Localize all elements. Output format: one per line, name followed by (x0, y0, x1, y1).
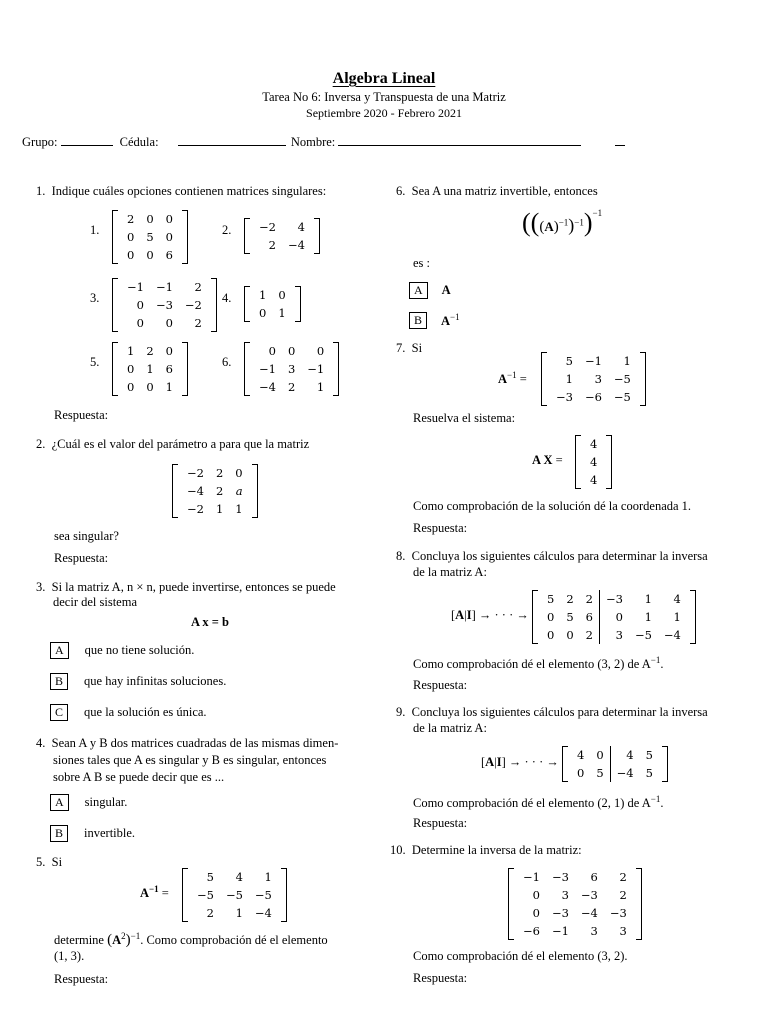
matrix-cell: 0 (566, 628, 574, 642)
q1-matrix-5 (112, 342, 188, 396)
matrix-cell: 1 (235, 502, 243, 516)
matrix-cell: −1 (523, 870, 540, 884)
matrix-cell: 2 (287, 380, 296, 394)
matrix-cell: −2 (187, 466, 204, 480)
matrix-cell: 0 (146, 212, 154, 226)
q7-solve: Resuelva el sistema: (413, 411, 516, 425)
matrix-cell: 1 (146, 362, 154, 376)
q7-lhs: $A^{-1}$ = (498, 370, 527, 387)
matrix-cell: 4 (577, 748, 585, 762)
matrix-cell: −5 (197, 888, 214, 902)
q4-option-a[interactable]: A singular. (50, 794, 127, 811)
matrix-row (253, 286, 292, 304)
matrix-cell: −1 (551, 924, 569, 938)
q9-check: Como comprobación dé el elemento (2, 1) de $A^{-1}$. (413, 794, 664, 811)
matrix-cell: −4 (254, 906, 272, 920)
q1-option-4: 4. (222, 291, 232, 305)
matrix-row (517, 886, 633, 904)
matrix-cell: 5 (547, 592, 555, 606)
matrix-cell: −6 (584, 390, 602, 404)
q1-answer-label: Respuesta: (54, 408, 109, 422)
matrix-row (191, 904, 278, 922)
matrix-cell: 0 (146, 248, 154, 262)
matrix-row (181, 500, 249, 518)
matrix-cell: 0 (127, 380, 135, 394)
matrix-cell: 2 (580, 626, 600, 644)
matrix-cell: 2 (619, 870, 627, 884)
q10-check: Como comprobación dé el elemento (3, 2). (413, 949, 628, 963)
term-label: Septiembre 2020 - Febrero 2021 (306, 106, 462, 120)
cedula-field[interactable] (178, 135, 286, 146)
matrix-row (541, 608, 687, 626)
matrix-cell: −5 (634, 628, 652, 642)
matrix-row (121, 360, 179, 378)
q9-lhs: [A|I] → · · · → (481, 755, 559, 769)
matrix-cell: 6 (580, 608, 600, 626)
q1-matrix-2 (244, 218, 320, 254)
matrix-cell: 0 (136, 316, 144, 330)
matrix-cell: 3 (594, 372, 602, 386)
matrix-cell: 0 (615, 610, 623, 624)
matrix-row (191, 868, 278, 886)
matrix-cell: 4 (590, 473, 598, 487)
q9-answer-label: Respuesta: (413, 816, 468, 830)
option-a-box[interactable]: A (50, 794, 69, 811)
matrix-table (191, 868, 278, 922)
matrix-cell: 3 (619, 924, 627, 938)
nombre-field[interactable] (338, 135, 581, 146)
matrix-cell: 4 (673, 592, 681, 606)
q6-expression: $(((A)^{-1})^{-1})^{-1}$ (522, 207, 603, 237)
q1-matrix-4 (244, 286, 301, 322)
q9-matrix (562, 746, 668, 782)
matrix-table (541, 590, 687, 644)
matrix-cell: −2 (187, 502, 204, 516)
matrix-cell: 5 (645, 766, 653, 780)
extra-field[interactable] (615, 135, 625, 146)
matrix-cell: 0 (165, 230, 173, 244)
q2-matrix (172, 464, 258, 518)
matrix-cell: 0 (590, 746, 610, 764)
option-b-box[interactable]: B (409, 312, 427, 329)
q4-option-b[interactable]: B invertible. (50, 825, 135, 842)
grupo-field[interactable] (61, 135, 113, 146)
q7-check: Como comprobación de la solución dé la coordenada 1. (413, 499, 692, 513)
q3-option-b[interactable]: B que hay infinitas soluciones. (50, 673, 226, 690)
matrix-row (584, 471, 603, 489)
matrix-cell: 0 (165, 316, 173, 330)
q5-answer-label: Respuesta: (54, 972, 109, 986)
q3-option-c[interactable]: C que la solución es única. (50, 704, 207, 721)
grupo-label: Grupo: (22, 135, 58, 149)
matrix-cell: −1 (307, 362, 325, 376)
matrix-cell: −1 (259, 362, 276, 376)
matrix-row (253, 378, 330, 396)
matrix-cell: 3 (590, 924, 598, 938)
matrix-table (181, 464, 249, 518)
q6-prompt: 6. Sea A una matriz invertible, entonces (396, 184, 598, 198)
matrix-cell: 0 (532, 888, 540, 902)
q7-system: A X = (532, 453, 563, 467)
matrix-row (121, 246, 179, 264)
nombre-label: Nombre: (290, 135, 336, 149)
matrix-table (517, 868, 633, 940)
q1-matrix-3 (112, 278, 217, 332)
matrix-cell: 2 (580, 590, 600, 608)
page-subtitle: Tarea No 6: Inversa y Transpuesta de una Matriz (262, 90, 506, 104)
matrix-cell: 2 (194, 316, 202, 330)
q10-matrix (508, 868, 642, 940)
matrix-row (584, 435, 603, 453)
matrix-cell: 5 (590, 764, 610, 782)
q1-option-6: 6. (222, 355, 232, 369)
matrix-cell: 2 (566, 592, 574, 606)
matrix-cell: 6 (165, 362, 173, 376)
matrix-cell: −1 (584, 354, 602, 368)
matrix-cell: a (235, 484, 243, 498)
matrix-row (584, 453, 603, 471)
matrix-cell: 1 (165, 380, 173, 394)
matrix-cell: 0 (259, 306, 267, 320)
matrix-cell: 0 (165, 212, 173, 226)
q3-prompt: 3. Si la matriz A, n × n, puede invertirse, entonces se puede decir del sistema (36, 580, 336, 609)
matrix-cell: 2 (619, 888, 627, 902)
option-c-box[interactable]: C (50, 704, 68, 721)
matrix-cell: 1 (565, 372, 573, 386)
matrix-cell: 5 (645, 748, 653, 762)
q8-lhs: [A|I] → · · · → (451, 608, 529, 622)
cedula-label: Cédula: (119, 135, 159, 149)
q9-prompt: 9. Concluya los siguientes cálculos para determinar la inversa de la matriz A: (396, 705, 708, 735)
matrix-table (571, 746, 659, 782)
matrix-cell: −5 (613, 372, 631, 386)
q1-option-1: 1. (90, 223, 100, 237)
matrix-cell: 1 (235, 906, 243, 920)
matrix-cell: 2 (215, 484, 224, 498)
matrix-cell: 0 (577, 766, 585, 780)
option-b-box[interactable]: B (50, 825, 68, 842)
matrix-cell: 4 (297, 220, 305, 234)
matrix-cell: 4 (590, 455, 598, 469)
matrix-row (121, 296, 208, 314)
page-title: Algebra Lineal (332, 70, 436, 87)
matrix-row (517, 868, 633, 886)
q10-prompt: 10. Determine la inversa de la matriz: (390, 843, 582, 857)
matrix-table (121, 278, 208, 332)
matrix-cell: −5 (254, 888, 272, 902)
matrix-row (550, 352, 637, 370)
matrix-row (121, 278, 208, 296)
matrix-cell: 5 (146, 230, 154, 244)
option-a-box[interactable]: A (409, 282, 428, 299)
matrix-cell: −4 (616, 766, 634, 780)
matrix-cell: 2 (127, 212, 135, 226)
matrix-cell: 1 (623, 354, 631, 368)
matrix-cell: −4 (287, 238, 305, 252)
matrix-cell: 3 (615, 628, 623, 642)
matrix-cell: −3 (551, 870, 569, 884)
matrix-cell: 0 (146, 380, 154, 394)
matrix-cell: 0 (532, 906, 540, 920)
matrix-row (517, 904, 633, 922)
matrix-cell: 0 (287, 344, 296, 358)
matrix-cell: −3 (609, 906, 627, 920)
matrix-row (541, 590, 687, 608)
q7-rhs (575, 435, 612, 489)
matrix-row (181, 482, 249, 500)
matrix-table (121, 342, 179, 396)
option-a-box[interactable]: A (50, 642, 69, 659)
matrix-cell: 4 (626, 748, 634, 762)
matrix-cell: 1 (316, 380, 325, 394)
matrix-cell: 1 (215, 502, 224, 516)
matrix-cell: 0 (316, 344, 325, 358)
matrix-table (584, 435, 603, 489)
matrix-cell: 0 (235, 466, 243, 480)
matrix-cell: −4 (259, 380, 276, 394)
q3-option-a[interactable]: A que no tiene solución. (50, 642, 194, 659)
matrix-cell: 1 (259, 288, 267, 302)
matrix-cell: −3 (556, 390, 573, 404)
matrix-table (253, 286, 292, 322)
q8-answer-label: Respuesta: (413, 678, 468, 692)
matrix-cell: 2 (146, 344, 154, 358)
matrix-row (121, 378, 179, 396)
matrix-row (121, 210, 179, 228)
matrix-cell: −6 (523, 924, 540, 938)
matrix-cell: −3 (605, 592, 623, 606)
matrix-cell: 6 (165, 248, 173, 262)
q1-prompt: 1. Indique cuáles opciones contienen matrices singulares: (36, 184, 327, 198)
matrix-cell: 0 (165, 344, 173, 358)
matrix-cell: −5 (613, 390, 631, 404)
q8-check: Como comprobación dé el elemento (3, 2) de $A^{-1}$. (413, 655, 664, 672)
matrix-table (121, 210, 179, 264)
matrix-cell: −1 (127, 280, 144, 294)
matrix-cell: −2 (259, 220, 276, 234)
matrix-cell: 0 (136, 298, 144, 312)
q1-matrix-6 (244, 342, 339, 396)
matrix-cell: −4 (663, 628, 681, 642)
matrix-row (253, 342, 330, 360)
q2-prompt: 2. ¿Cuál es el valor del parámetro a para que la matriz (36, 437, 310, 451)
matrix-cell: 1 (644, 610, 652, 624)
matrix-row (253, 218, 311, 236)
matrix-cell: 5 (566, 610, 574, 624)
q1-option-3: 3. (90, 291, 100, 305)
matrix-cell: 0 (268, 344, 276, 358)
matrix-cell: 0 (127, 362, 135, 376)
matrix-cell: 1 (673, 610, 681, 624)
matrix-row (181, 464, 249, 482)
matrix-cell: 1 (127, 344, 135, 358)
matrix-cell: 0 (547, 628, 555, 642)
matrix-cell: −1 (155, 280, 173, 294)
matrix-cell: 2 (268, 238, 276, 252)
matrix-row (571, 746, 659, 764)
q5-lhs: $A^{-1}$ = (140, 884, 169, 901)
q5-matrix (182, 868, 287, 922)
q2-answer-label: Respuesta: (54, 551, 109, 565)
q5-prompt: 5. Si (36, 855, 63, 869)
matrix-cell: −2 (184, 298, 202, 312)
matrix-row (253, 360, 330, 378)
matrix-cell: 4 (590, 437, 598, 451)
q6-option-b[interactable]: B $A^{-1}$ (409, 312, 460, 329)
q7-prompt: 7. Si (396, 341, 423, 355)
q6-option-a[interactable]: A A (409, 282, 451, 299)
q7-matrix (541, 352, 646, 406)
matrix-row (550, 388, 637, 406)
matrix-cell: −3 (551, 906, 569, 920)
matrix-cell: 1 (644, 592, 652, 606)
matrix-row (253, 236, 311, 254)
matrix-cell: 3 (561, 888, 569, 902)
matrix-row (121, 314, 208, 332)
q8-matrix (532, 590, 696, 644)
matrix-table (253, 218, 311, 254)
matrix-cell: 2 (206, 906, 214, 920)
q3-equation: A x = b (190, 615, 230, 629)
matrix-row (121, 342, 179, 360)
matrix-cell: 1 (278, 306, 286, 320)
matrix-cell: 3 (287, 362, 296, 376)
matrix-table (253, 342, 330, 396)
matrix-cell: 6 (590, 870, 598, 884)
q7-answer-label: Respuesta: (413, 521, 468, 535)
option-b-box[interactable]: B (50, 673, 68, 690)
matrix-cell: 0 (127, 230, 135, 244)
q10-answer-label: Respuesta: (413, 971, 468, 985)
matrix-row (121, 228, 179, 246)
q1-matrix-1 (112, 210, 188, 264)
matrix-row (571, 764, 659, 782)
matrix-cell: −4 (187, 484, 204, 498)
matrix-cell: 0 (278, 288, 286, 302)
matrix-cell: 0 (547, 610, 555, 624)
matrix-cell: −3 (580, 888, 598, 902)
matrix-row (517, 922, 633, 940)
info-fields (22, 135, 625, 150)
matrix-row (541, 626, 687, 644)
matrix-cell: 2 (194, 280, 202, 294)
q6-es: es : (413, 256, 431, 270)
q1-option-2: 2. (222, 223, 232, 237)
q4-prompt: 4. Sean A y B dos matrices cuadradas de las mismas dimen- siones tales que A es singular y B es singular, entonces sobre A B se puede decir que es ... (36, 736, 339, 784)
matrix-cell: 4 (235, 870, 243, 884)
matrix-cell: 5 (206, 870, 214, 884)
matrix-cell: −5 (225, 888, 243, 902)
q5-after: determine $(A^2)^{-1}$. Como comprobación dé el elemento (1, 3). (54, 931, 328, 964)
matrix-cell: 5 (565, 354, 573, 368)
matrix-cell: 1 (264, 870, 272, 884)
q1-option-5: 5. (90, 355, 100, 369)
matrix-cell: −4 (580, 906, 598, 920)
matrix-table (550, 352, 637, 406)
matrix-row (253, 304, 292, 322)
matrix-row (191, 886, 278, 904)
matrix-cell: 2 (215, 466, 224, 480)
q8-prompt: 8. Concluya los siguientes cálculos para determinar la inversa de la matriz A: (396, 549, 708, 579)
matrix-cell: −3 (155, 298, 173, 312)
q2-after-text: sea singular? (54, 529, 119, 543)
matrix-cell: 0 (127, 248, 135, 262)
matrix-row (550, 370, 637, 388)
